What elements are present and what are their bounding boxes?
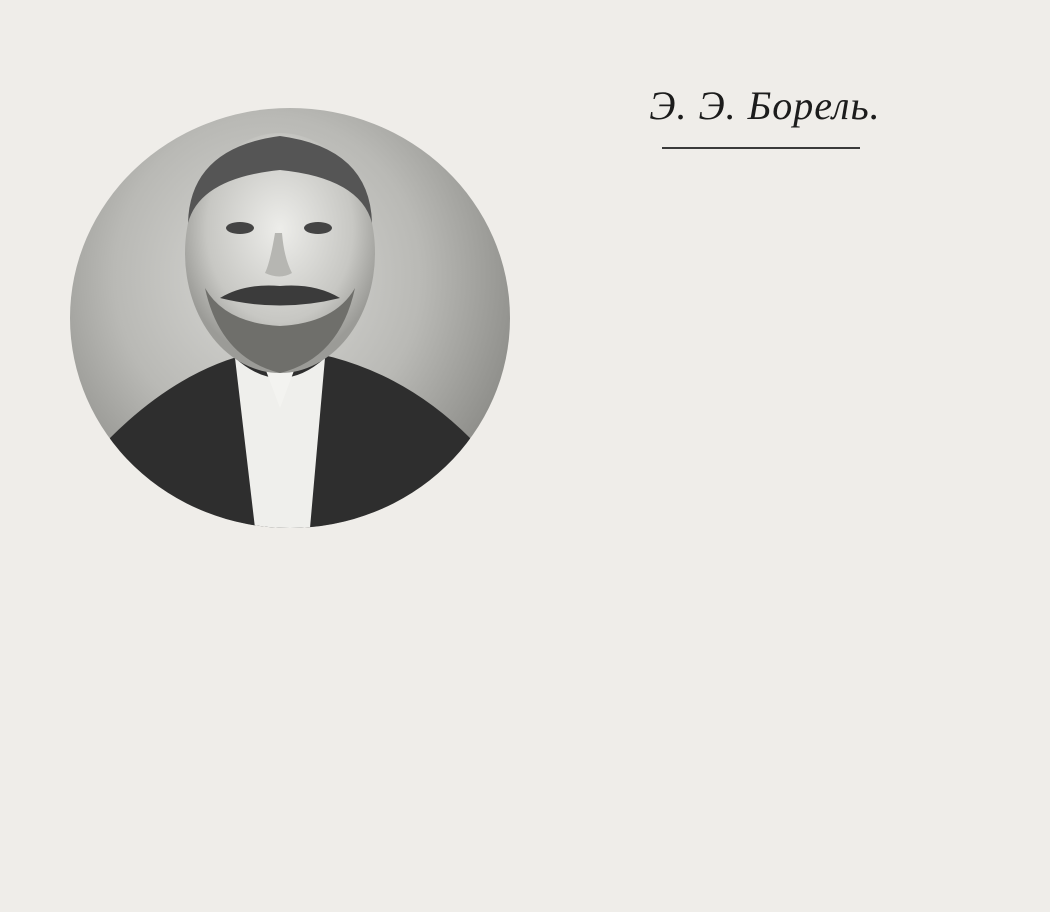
- portrait-photo: [70, 108, 510, 528]
- article-title: Э. Э. Борель.: [649, 83, 881, 128]
- title-divider: [662, 147, 860, 149]
